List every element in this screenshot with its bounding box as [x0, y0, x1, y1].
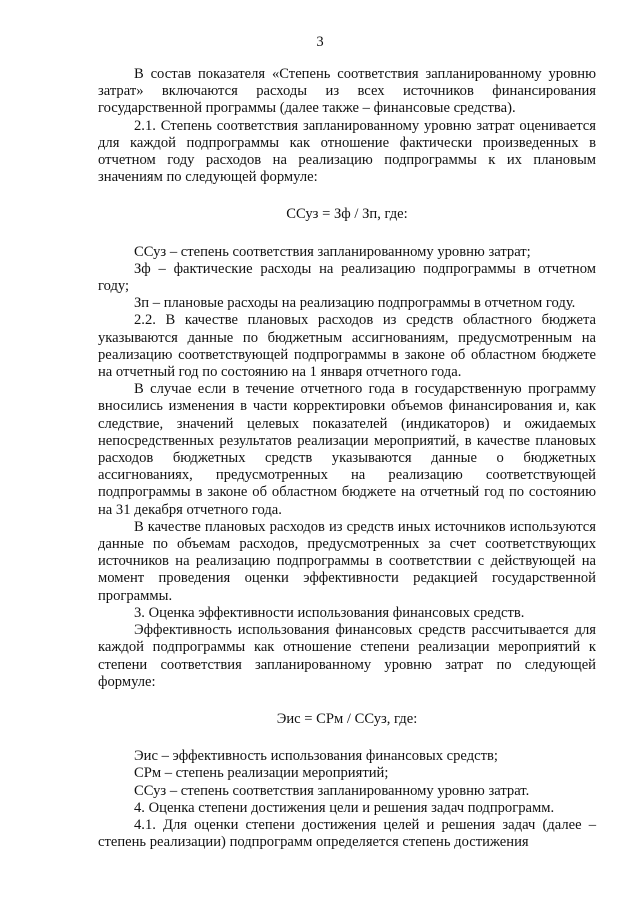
- heading-section-3: 3. Оценка эффективности использования финансовых средств.: [134, 604, 525, 621]
- paragraph-other-sources: В качестве плановых расходов из средств иных источников используются данные по объемам расходов, предусмотренных за счет соответствующих источников на реализацию подпрограммы в соответствии с действующей на момент проведения оценки эффективности редакцией государственной программы.: [98, 518, 596, 604]
- definition-eis: Эис – эффективность использования финансовых средств;: [134, 748, 498, 765]
- definition-srm: СРм – степень реализации мероприятий;: [134, 765, 389, 782]
- page-number: 3: [316, 34, 324, 50]
- paragraph-2-1: 2.1. Степень соответствия запланированному уровню затрат оценивается для каждой подпрограммы как отношение фактически произведенных в отчетном году расходов на реализацию подпрограммы к их плановым значениям по следующей формуле:: [98, 117, 596, 186]
- formula-ssuz: ССуз = Зф / Зп, где:: [286, 206, 408, 223]
- paragraph-composition: В состав показателя «Степень соответствия запланированному уровню затрат» включаются расходы из всех источников финансирования государственной программы (далее также – финансовые средства).: [98, 66, 596, 117]
- document-body: [98, 66, 596, 851]
- definition-ssuz: ССуз – степень соответствия запланированному уровню затрат;: [134, 243, 531, 260]
- formula-eis: Эис = СРм / ССуз, где:: [276, 710, 418, 727]
- paragraph-2-2: 2.2. В качестве плановых расходов из средств областного бюджета указываются данные по бюджетным ассигнованиям, предусмотренным на реализацию соответствующей подпрограммы в законе об областном бюджете на отчетный год по состоянию на 1 января отчетного года.: [98, 312, 596, 381]
- definition-zf: Зф – фактические расходы на реализацию подпрограммы в отчетном году;: [98, 260, 596, 295]
- paragraph-efficiency: Эффективность использования финансовых средств рассчитывается для каждой подпрограммы как отношение степени реализации мероприятий к степени соответствия запланированному уровню затрат по следующей формуле:: [98, 622, 596, 690]
- heading-section-4: 4. Оценка степени достижения цели и решения задач подпрограмм.: [134, 799, 555, 816]
- paragraph-4-1: 4.1. Для оценки степени достижения целей и решения задач (далее – степень реализации) подпрограмм определяется степень достижения: [98, 816, 596, 851]
- definition-zp: Зп – плановые расходы на реализацию подпрограммы в отчетном году.: [134, 295, 576, 312]
- paragraph-changes: В случае если в течение отчетного года в государственную программу вносились изменения в части корректировки объемов финансирования и, как следствие, значений целевых показателей (индикаторов) и ожидаемых непосредственных результатов реализации мероприятий, в качестве плановых расходов бюджетных средств указываются данные о бюджетных ассигнованиях, предусмотренных на реализацию соответствующей подпрограммы в законе об областном бюджете на отчетный год по состоянию на 31 декабря отчетного года.: [98, 381, 596, 518]
- definition-ssuz-2: ССуз – степень соответствия запланированному уровню затрат.: [134, 782, 530, 799]
